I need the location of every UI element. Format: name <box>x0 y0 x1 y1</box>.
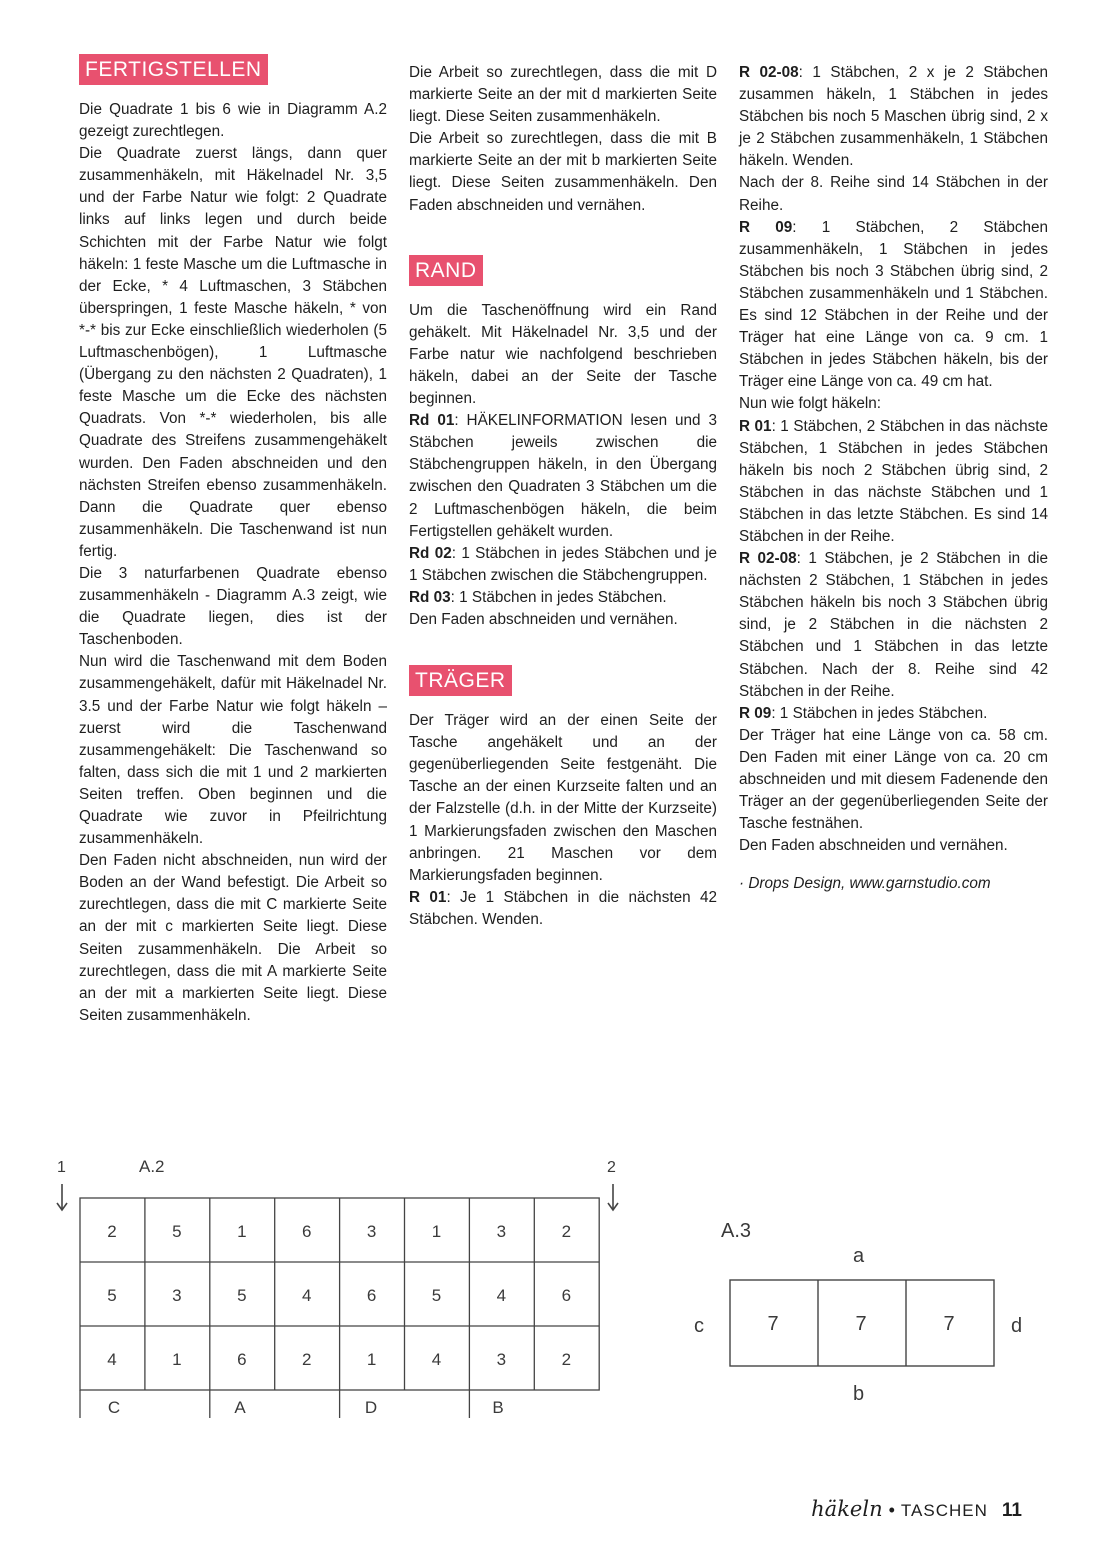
grid-cell-number: 4 <box>431 1350 442 1369</box>
row-text: : 1 Stäbchen, 2 Stäbchen in das nächste Stäbchen, 1 Stäbchen in jedes Stäbchen häkeln bis noch 2 Stäbchen übrig sind, 2 Stäbchen in das nächste Stäbchen und 1 Stäbchen in das letzte Stäbchen. Es sind 14 Stäbchen in der Reihe. <box>739 417 1048 545</box>
diagram-a2 <box>57 1157 618 1418</box>
paragraph: Nun wird die Taschenwand mit dem Boden zusammengehäkelt, dafür mit Häkelnadel Nr. 3.5 und der Farbe Natur wie folgt häkeln – zuerst wird die Taschenwand zusammengehäkelt: Die Taschenwand so falten, dass sich die mit 1 und 2 markierten Seiten treffen. Oben beginnen und die Quadrate wie zuvor in Pfeilrichtung zusammenhäkeln. <box>79 653 387 848</box>
row-text: : 1 Stäbchen, 2 x je 2 Stäbchen zusammen häkeln, 1 Stäbchen in jedes Stäbchen bis noch 5 Maschen übrig sind, 2 x je 2 Stäbchen zusammenhäkeln, 1 Stäbchen häkeln. Wenden. <box>739 64 1048 170</box>
paragraph: Die Arbeit so zurechtlegen, dass die mit D markierte Seite an der mit d markierten Seite liegt. Diese Seiten zusammenhäkeln. <box>409 64 717 126</box>
edge-label-c: c <box>694 1315 704 1337</box>
paragraph: Nun wie folgt häkeln: <box>739 395 882 413</box>
grid-cell-number: 2 <box>301 1350 312 1369</box>
grid-cell-number: 2 <box>561 1222 572 1241</box>
paragraph: Den Faden nicht abschneiden, nun wird der Boden an der Wand befestigt. Die Arbeit so zurechtlegen, dass die mit C markierte Seite an der mit c markierten Seite liegt. Diese Seiten zusammenhäkeln. Die Arbeit so zurechtlegen, dass die mit A markierte Seite an der mit a markierten Seite liegt. Diese Seiten zusammenhäkeln. <box>79 852 387 1024</box>
grid-cell-number: 4 <box>301 1286 312 1305</box>
row-text: : 1 Stäbchen in jedes Stäbchen. <box>771 704 988 722</box>
grid-cell-number: 6 <box>561 1286 572 1305</box>
diagram-a2-title: A.2 <box>139 1157 165 1176</box>
paragraph: Um die Taschenöffnung wird ein Rand gehäkelt. Mit Häkelnadel Nr. 3,5 und der Farbe natur wie nachfolgend beschrieben häkeln, dabei an der Seite der Tasche beginnen. <box>409 301 717 408</box>
arrow-down-icon <box>608 1184 618 1210</box>
marker-2-label: 2 <box>607 1159 616 1176</box>
grid-cell-number: 7 <box>943 1313 955 1335</box>
edge-label: B <box>492 1398 504 1417</box>
marker-1-label: 1 <box>57 1159 66 1176</box>
diagram-a3-grid <box>730 1280 994 1366</box>
paragraph: Den Faden abschneiden und vernähen. <box>739 837 1008 855</box>
paragraph: Die 3 naturfarbenen Quadrate ebenso zusammenhäkeln - Diagramm A.3 zeigt, wie die Quadrate liegen, dies ist der Taschenboden. <box>79 564 387 649</box>
diagram-a3-title: A.3 <box>721 1220 752 1242</box>
row-text: : HÄKELINFORMATION lesen und 3 Stäbchen jeweils zwischen die Stäbchengruppen häkeln, in den Übergang zwischen den Quadraten 3 Stäbchen um die 2 Luftmaschenbögen häkeln, die beim Fertigstellen gehäkelt wurden. <box>409 412 718 540</box>
grid-cell-number: 1 <box>366 1350 377 1369</box>
paragraph: Die Quadrate 1 bis 6 wie in Diagramm A.2 gezeigt zurechtlegen. <box>79 101 387 141</box>
grid-cell-number: 2 <box>107 1222 117 1241</box>
edge-label: A <box>234 1398 246 1417</box>
grid-cell-number: 3 <box>496 1350 507 1369</box>
edge-label-b: b <box>853 1383 865 1405</box>
grid-cell-number: 6 <box>301 1222 312 1241</box>
grid-cell-number: 3 <box>496 1222 507 1241</box>
grid-cell-number: 3 <box>172 1286 182 1305</box>
row-label: R 02-08 <box>739 550 797 568</box>
row-text: : 1 Stäbchen, je 2 Stäbchen in die nächsten 2 Stäbchen, 1 Stäbchen in jedes Stäbchen häkeln bis noch 3 Stäbchen übrig sind, je 2 Stäbchen in die nächsten 2 Stäbchen und 1 Stäbchen in das letzte Stäbchen. Nach der 8. Reihe sind 42 Stäbchen in der Reihe. <box>739 550 1048 700</box>
row-text: : 1 Stäbchen in jedes Stäbchen. <box>450 588 667 606</box>
grid-cell-number: 7 <box>767 1313 779 1335</box>
section-heading-fertigstellen: FERTIGSTELLEN <box>79 54 268 85</box>
arrow-down-icon <box>57 1184 67 1210</box>
grid-cell-number: 4 <box>496 1286 507 1305</box>
grid-cell-number: 5 <box>431 1286 442 1305</box>
page-number: 11 <box>1001 1500 1022 1521</box>
credit-line: · Drops Design, www.garnstudio.com <box>739 875 991 893</box>
row-text: : 1 Stäbchen, 2 Stäbchen zusammenhäkeln, 1 Stäbchen in jedes Stäbchen bis noch 3 Stäbchen übrig sind, 2 Stäbchen zusammenhäkeln und 1 Stäbchen. Es sind 12 Stäbchen in der Reihe und der Träger hat eine Länge von ca. 9 cm. 1 Stäbchen in jedes Stäbchen häkeln, bis der Träger eine Länge von ca. 49 cm hat. <box>739 218 1049 391</box>
edge-label-a: a <box>853 1245 865 1267</box>
section-heading-rand: RAND <box>409 255 483 286</box>
paragraph: Der Träger wird an der einen Seite der Tasche angehäkelt und an der gegenüberliegenden Seite festgenäht. Die Tasche an der einen Kurzseite falten und an der Falzstelle (d.h. in der Mitte der Kurzseite) 1 Markierungsfaden zwischen den Maschen anbringen. 21 Maschen vor dem Markierungsfaden beginnen. <box>409 712 717 884</box>
grid-cell-number: 5 <box>107 1286 117 1305</box>
row-label: Rd 02 <box>409 544 452 562</box>
grid-cell-number: 5 <box>237 1286 247 1305</box>
grid-cell-number: 7 <box>855 1313 867 1335</box>
magazine-brand: häkeln <box>811 1497 883 1521</box>
grid-cell-number: 1 <box>237 1222 247 1241</box>
diagram-a3 <box>694 1220 1022 1405</box>
edge-label: D <box>364 1398 378 1417</box>
grid-cell-number: 6 <box>237 1350 247 1369</box>
grid-cell-number: 6 <box>366 1286 377 1305</box>
row-label: Rd 01 <box>409 412 455 430</box>
paragraph: Die Arbeit so zurechtlegen, dass die mit B markierte Seite an der mit b markierten Seite liegt. Diese Seiten zusammenhäkeln. Den Faden abschneiden und vernähen. <box>409 130 717 214</box>
grid-cell-number: 4 <box>107 1350 117 1369</box>
grid-cell-number: 5 <box>172 1222 182 1241</box>
page-footer <box>811 1497 1022 1529</box>
footer-separator: • <box>888 1500 895 1520</box>
section-heading-traeger: TRÄGER <box>409 665 512 696</box>
row-text: : 1 Stäbchen in jedes Stäbchen und je 1 Stäbchen zwischen die Stäbchengruppen. <box>409 544 718 584</box>
row-label: R 01 <box>409 888 447 906</box>
row-label: R 02-08 <box>739 64 799 81</box>
grid-cell-number: 2 <box>561 1350 572 1369</box>
paragraph: Die Quadrate zuerst längs, dann quer zusammenhäkeln, mit Häkelnadel Nr. 3,5 und der Farbe Natur wie folgt: 2 Quadrate links auf links legen und durch beide Schichten mit der Farbe Natur wie folgt häkeln: 1 feste Masche um die Luftmasche in der Ecke, * 4 Luftmaschen, 3 Stäbchen überspringen, 1 feste Masche häkeln, * von *-* bis zur Ecke einschließlich wiederholen (5 Luftmaschenbögen), 1 Luftmasche (Übergang zu den nächsten 2 Quadraten), 1 feste Masche um die Ecke des nächsten Quadrats. Von *-* wiederholen, bis alle Quadrate des Streifens zusammengehäkelt wurden. Den Faden abschneiden und den nächsten Streifen ebenso zusammenhäkeln. Dann die Quadrate quer ebenso zusammenhäkeln. Die Taschenwand ist nun fertig. <box>79 145 387 560</box>
paragraph: Der Träger hat eine Länge von ca. 58 cm. Den Faden mit einer Länge von ca. 20 cm abschneiden und mit diesem Fadenende den Träger an der gegenüberliegenden Seite der Tasche festnähen. <box>739 726 1048 833</box>
row-label: R 09 <box>739 218 793 236</box>
row-label: R 01 <box>739 417 772 435</box>
paragraph: Nach der 8. Reihe sind 14 Stäbchen in der Reihe. <box>739 174 1048 214</box>
grid-cell-number: 1 <box>431 1222 442 1241</box>
grid-cell-number: 1 <box>172 1350 182 1369</box>
magazine-section: TASCHEN <box>900 1501 988 1520</box>
edge-label: C <box>107 1398 121 1417</box>
paragraph: Den Faden abschneiden und vernähen. <box>409 610 678 628</box>
row-label: Rd 03 <box>409 588 451 606</box>
diagram-a2-grid <box>80 1198 599 1418</box>
grid-cell-number: 3 <box>366 1222 377 1241</box>
row-text: : Je 1 Stäbchen in die nächsten 42 Stäbchen. Wenden. <box>409 888 717 928</box>
edge-label-d: d <box>1011 1315 1023 1337</box>
row-label: R 09 <box>739 704 772 722</box>
